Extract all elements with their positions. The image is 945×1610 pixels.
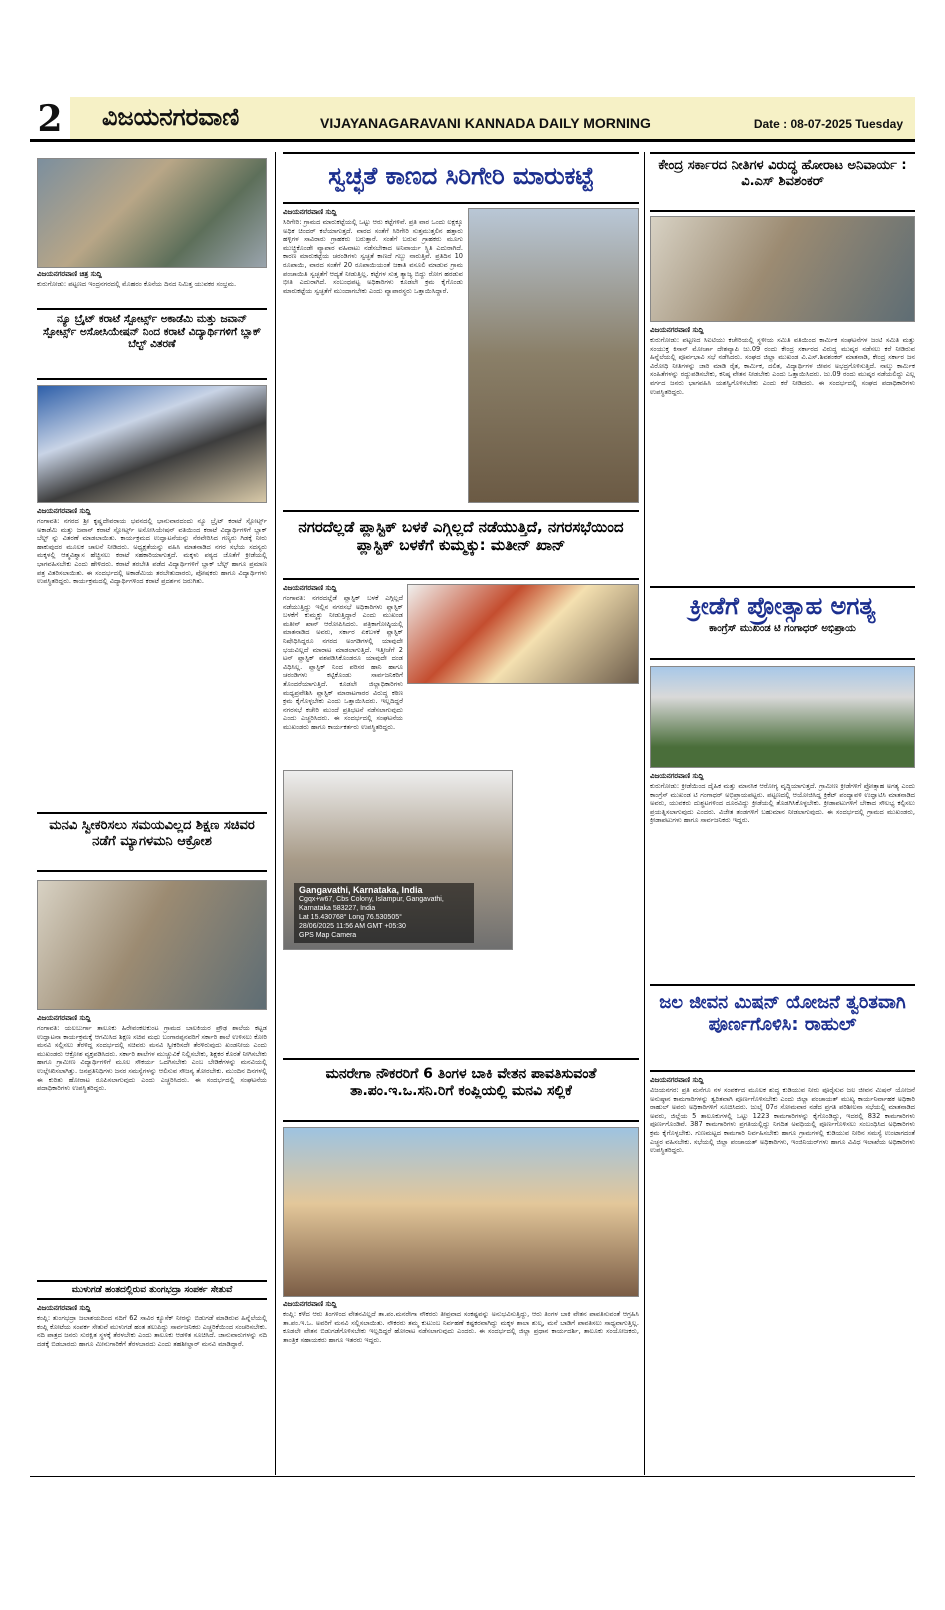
minister-byline: ವಿಜಯನಗರವಾಣಿ ಸುದ್ದಿ bbox=[37, 1014, 91, 1022]
plastic-body-continued bbox=[518, 688, 639, 1053]
jal-headline: ಜಲ ಜೀವನ ಮಿಷನ್ ಯೋಜನೆ ತ್ವರಿತವಾಗಿ ಪೂರ್ಣಗೊಳಿಸಿ: ರಾಹುಲ್ bbox=[659, 992, 906, 1035]
plastic-seizure-photo bbox=[283, 770, 513, 950]
minister-headline-box bbox=[37, 812, 267, 872]
column-rule bbox=[644, 152, 645, 1475]
photo-credit: ವಿಜಯನಗರವಾಣಿ ಚಿತ್ರ ಸುದ್ದಿ bbox=[37, 270, 102, 278]
bridge-headline-box bbox=[37, 1280, 267, 1300]
market-byline: ವಿಜಯನಗರವಾಣಿ ಸುದ್ದಿ bbox=[283, 208, 337, 216]
mgnrega-body: ಕಂಪ್ಲಿ: ಕಳೆದ ಆರು ತಿಂಗಳಿಂದ ವೇತನವಿಲ್ಲದೆ ತಾ.ಪಂ.ಮನರೇಗಾ ನೌಕರರು ತೀವ್ರವಾದ ಸಂಕಷ್ಟವನ್ನು ಅನುಭವಿಸುತ್ತಿದ್ದು, ಆರು ತಿಂಗಳ ಬಾಕಿ ವೇತನ ಪಾವತಿಸುವಂತೆ ಆಗ್ರಹಿಸಿ ತಾ.ಪಂ.ಇ.ಒ. ಅವರಿಗೆ ಮನವಿ ಸಲ್ಲಿಸಲಾಯಿತು. ನೌಕರರು ತಮ್ಮ ಕುಟುಂಬ ನಿರ್ವಹಣೆ ಕಷ್ಟಕರವಾಗಿದ್ದು ಮಕ್ಕಳ ಶಾಲಾ ಶುಲ್ಕ, ಮನೆ ಬಾಡಿಗೆ ಪಾವತಿಸಲು ಸಾಧ್ಯವಾಗುತ್ತಿಲ್ಲ. ಕೂಡಲೇ ವೇತನ ಬಿಡುಗಡೆಗೊಳಿಸಬೇಕು ಇಲ್ಲದಿದ್ದರೆ ಹೋರಾಟ ನಡೆಸಲಾಗುವುದು ಎಂದರು. ಈ ಸಂದರ್ಭದಲ್ಲಿ ಜಿಲ್ಲಾ ಪ್ರಧಾನ ಕಾರ್ಯದರ್ಶಿ, ತಾಲೂಕು ಸಂಯೋಜಕರು, ತಾಂತ್ರಿಕ ಸಹಾಯಕರು ಹಾಗೂ ಇತರರು ಇದ್ದರು. bbox=[283, 1310, 639, 1344]
minister-body: ಗಂಗಾವತಿ: ಯಲಬುರ್ಗಾ ತಾಲೂಕು ಹಿರೇವಂಕಲಕುಂಟ ಗ್ರಾಮದ ಬಾಲಕಿಯರ ಪ್ರೌಢ ಶಾಲೆಯ ಕಟ್ಟಡ ಉದ್ಘಾಟನಾ ಕಾರ್ಯಕ್ರಮಕ್ಕೆ ಆಗಮಿಸಿದ ಶಿಕ್ಷಣ ಸಚಿವ ಮಧು ಬಂಗಾರಪ್ಪನವರಿಗೆ ಸರ್ಕಾರಿ ಶಾಲೆ ಉಳಿಸಲು ಕೋರಿ ಮನವಿ ಸಲ್ಲಿಸಲು ತೆರಳಿದ್ದ ಸಂದರ್ಭದಲ್ಲಿ ಸಚಿವರು ಮನವಿ ಸ್ವೀಕರಿಸದೇ ತೆರಳಿರುವುದು ಖಂಡನೀಯ ಎಂದು ಮುಖಂಡರು ಆಕ್ರೋಶ ವ್ಯಕ್ತಪಡಿಸಿದರು. ಸರ್ಕಾರಿ ಶಾಲೆಗಳ ಮುಚ್ಚುವಿಕೆ ನಿಲ್ಲಿಸಬೇಕು, ಶಿಕ್ಷಕರ ಕೊರತೆ ನೀಗಿಸಬೇಕು ಹಾಗೂ ಗ್ರಾಮೀಣ ವಿದ್ಯಾರ್ಥಿಗಳಿಗೆ ಮೂಲ ಸೌಕರ್ಯ ಒದಗಿಸಬೇಕು ಎಂಬ ಬೇಡಿಕೆಗಳನ್ನು ಮನವಿಯಲ್ಲಿ ಉಲ್ಲೇಖಿಸಲಾಗಿತ್ತು. ಜನಪ್ರತಿನಿಧಿಗಳು ಜನರ ಸಮಸ್ಯೆಗಳನ್ನು ಆಲಿಸುವ ಸೌಜನ್ಯ ತೋರಬೇಕು. ಮುಂದಿನ ದಿನಗಳಲ್ಲಿ ಈ ಕುರಿತು ಹೋರಾಟ ರೂಪಿಸಲಾಗುವುದು ಎಂದು ಎಚ್ಚರಿಸಿದರು. ಈ ಸಂದರ್ಭದಲ್ಲಿ ಸಂಘಟನೆಯ ಪದಾಧಿಕಾರಿಗಳು ಉಪಸ್ಥಿತರಿದ್ದರು. bbox=[37, 1024, 267, 1093]
plastic-byline: ವಿಜಯನಗರವಾಣಿ ಸುದ್ದಿ bbox=[283, 584, 337, 592]
minister-headline: ಮನವಿ ಸ್ವೀಕರಿಸಲು ಸಮಯವಿಲ್ಲದ ಶಿಕ್ಷಣ ಸಚಿವರ ನಡೆಗೆ ಮ್ಯಾಗಳಮನಿ ಆಕ್ರೋಶ bbox=[49, 818, 255, 849]
bridge-body: ಕಂಪ್ಲಿ: ತುಂಗಭದ್ರಾ ಜಲಾಶಯದಿಂದ ನದಿಗೆ 62 ಸಾವಿರ ಕ್ಯೂಸೆಕ್ ನೀರನ್ನು ಬಿಡುಗಡೆ ಮಾಡಿರುವ ಹಿನ್ನೆಲೆಯಲ್ಲಿ ಕಂಪ್ಲಿ ಕೋಟೆಯ ಸಂಪರ್ಕ ಸೇತುವೆ ಮುಳುಗಡೆ ಹಂತ ತಲುಪಿದ್ದು ಸಾರ್ವಜನಿಕರು ಎಚ್ಚರಿಕೆಯಿಂದ ಸಂಚರಿಸಬೇಕು. ನದಿ ಪಾತ್ರದ ಜನರು ಸುರಕ್ಷಿತ ಸ್ಥಳಕ್ಕೆ ತೆರಳಬೇಕು ಎಂದು ತಾಲೂಕು ಆಡಳಿತ ಸೂಚಿಸಿದೆ. ಜಾನುವಾರುಗಳನ್ನು ನದಿ ದಡಕ್ಕೆ ಬಿಡಬಾರದು ಹಾಗೂ ಮೀನುಗಾರಿಕೆಗೆ ತೆರಳಬಾರದು ಎಂದು ತಹಶೀಲ್ದಾರ್ ಮನವಿ ಮಾಡಿದ್ದಾರೆ. bbox=[37, 1314, 267, 1348]
newspaper-name-kannada: ವಿಜಯನಗರವಾಣಿ bbox=[102, 103, 240, 131]
plastic-headline-box bbox=[283, 510, 639, 580]
muharram-photo bbox=[37, 158, 267, 268]
protest-headline-box bbox=[650, 152, 915, 212]
market-headline: ಸ್ವಚ್ಛತೆ ಕಾಣದ ಸಿರಿಗೇರಿ ಮಾರುಕಟ್ಟೆ bbox=[328, 162, 594, 190]
plastic-headline: ನಗರದೆಲ್ಲಡೆ ಪ್ಲಾಸ್ಟಿಕ್ ಬಳಕೆ ಎಗ್ಗಿಲ್ಲದೆ ನಡೆಯುತ್ತಿದೆ, ನಗರಸಭೆಯಿಂದ ಪ್ಲಾಸ್ಟಿಕ್ ಬಳಕೆಗೆ ಕುಮ್ಮಕ್ಕು: ಮತೀನ್ ಖಾನ್ bbox=[298, 518, 624, 554]
jal-headline-box bbox=[650, 984, 915, 1072]
market-headline-box bbox=[283, 152, 639, 204]
jal-body: ವಿಜಯನಗರ: ಪ್ರತಿ ಮನೆಗೂ ನಳ ಸಂಪರ್ಕದ ಮೂಲಕ ಶುದ್ಧ ಕುಡಿಯುವ ನೀರು ಪೂರೈಸುವ ಜಲ ಜೀವನ ಮಿಷನ್ ಯೋಜನೆ ಅನುಷ್ಠಾನ ಕಾಮಗಾರಿಗಳನ್ನು ತ್ವರಿತವಾಗಿ ಪೂರ್ಣಗೊಳಿಸಬೇಕು ಎಂದು ಜಿಲ್ಲಾ ಪಂಚಾಯತ್ ಮುಖ್ಯ ಕಾರ್ಯನಿರ್ವಾಹಕ ಅಧಿಕಾರಿ ರಾಹುಲ್ ಅವರು ಅಧಿಕಾರಿಗಳಿಗೆ ಸೂಚಿಸಿದರು. ಜುಲೈ 07ರ ಸೋಮವಾರ ನಡೆದ ಪ್ರಗತಿ ಪರಿಶೀಲನಾ ಸಭೆಯಲ್ಲಿ ಮಾತನಾಡಿದ ಅವರು, ಜಿಲ್ಲೆಯ 5 ತಾಲೂಕುಗಳಲ್ಲಿ ಒಟ್ಟು 1223 ಕಾಮಗಾರಿಗಳನ್ನು ಕೈಗೊಂಡಿದ್ದು, ಇದರಲ್ಲಿ 832 ಕಾಮಗಾರಿಗಳು ಪೂರ್ಣಗೊಂಡಿವೆ. 387 ಕಾಮಗಾರಿಗಳು ಪ್ರಗತಿಯಲ್ಲಿದ್ದು ನಿಗದಿತ ಅವಧಿಯಲ್ಲಿ ಪೂರ್ಣಗೊಳಿಸಲು ಸಂಬಂಧಿಸಿದ ಅಧಿಕಾರಿಗಳು ಕ್ರಮ ಕೈಗೊಳ್ಳಬೇಕು. ಗುಣಮಟ್ಟದ ಕಾಮಗಾರಿ ನಿರ್ವಹಿಸಬೇಕು ಹಾಗೂ ಗ್ರಾಮಗಳಲ್ಲಿ ಕುಡಿಯುವ ನೀರಿನ ಸಮಸ್ಯೆ ಉಂಟಾಗದಂತೆ ಎಚ್ಚರ ವಹಿಸಬೇಕು. ಸಭೆಯಲ್ಲಿ ಜಿಲ್ಲಾ ಪಂಚಾಯತ್ ಅಧಿಕಾರಿಗಳು, ಇಂಜಿನಿಯರ್‌ಗಳು ಹಾಗೂ ವಿವಿಧ ಇಲಾಖೆಯ ಅಧಿಕಾರಿಗಳು ಉಪಸ್ಥಿತರಿದ್ದರು. bbox=[650, 1086, 915, 1155]
issue-date: Date : 08-07-2025 Tuesday bbox=[753, 117, 903, 131]
mgnrega-byline: ವಿಜಯನಗರವಾಣಿ ಸುದ್ದಿ bbox=[283, 1300, 337, 1308]
protest-byline: ವಿಜಯನಗರವಾಣಿ ಸುದ್ದಿ bbox=[650, 326, 704, 334]
bridge-headline: ಮುಳುಗಡೆ ಹಂತದಲ್ಲಿರುವ ತುಂಗಭದ್ರಾ ಸಂಪರ್ಕ ಸೇತುವೆ bbox=[71, 1285, 233, 1295]
masthead bbox=[30, 97, 915, 142]
gps-address: Cgqx+w67, Cbs Colony, Islampur, Gangavathi, Karnataka 583227, India bbox=[299, 896, 444, 912]
sports-subhead: ಕಾಂಗ್ರೆಸ್ ಮುಖಂಡ ಟಿ ಗಂಗಾಧರ್ ಅಭಿಪ್ರಾಯ bbox=[709, 622, 856, 634]
market-body: ಸಿರಿಗೇರಿ: ಗ್ರಾಮದ ಮಾರುಕಟ್ಟೆಯಲ್ಲಿ ಒಟ್ಟು ಆರು ಕಟ್ಟೆಗಳಿವೆ. ಪ್ರತಿ ವಾರ ಒಂದು ಲಕ್ಷಕ್ಕೂ ಅಧಿಕ ಚಿಂದರ್ ಕಲೆಯಾಗುತ್ತದೆ. ವಾರದ ಸಂತೆಗೆ ಸಿರಿಗೇರಿ ಸುತ್ತಮುತ್ತಲಿನ ಹತ್ತಾರು ಹಳ್ಳಿಗಳ ಸಾವಿರಾರು ಗ್ರಾಹಕರು ಬರುತ್ತಾರೆ. ಸಂತೆಗೆ ಬರುವ ಗ್ರಾಹಕರು ಮೂಗು ಮುಚ್ಚಿಕೊಂಡೇ ವ್ಯಾಪಾರ ವಹಿವಾಟು ನಡೆಸಬೇಕಾದ ಅನಿವಾರ್ಯ ಸ್ಥಿತಿ ಎದುರಾಗಿದೆ. ಕಾರಣ ಮಾರುಕಟ್ಟೆಯ ಚರಂಡಿಗಳು ಸ್ವಚ್ಛತೆ ಕಾಣದೆ ಗಬ್ಬು ನಾರುತ್ತಿವೆ. ಪ್ರತಿದಿನ 10 ರೂಪಾಯಿ, ವಾರದ ಸಂತೆಗೆ 20 ರೂಪಾಯಿಯಂತೆ ಜಕಾತಿ ವಸೂಲಿ ಮಾಡುವ ಗ್ರಾಮ ಪಂಚಾಯಿತಿ ಸ್ವಚ್ಛತೆಗೆ ಆದ್ಯತೆ ನೀಡುತ್ತಿಲ್ಲ. ಕಟ್ಟೆಗಳ ಸುತ್ತ ತ್ಯಾಜ್ಯ ಬಿದ್ದು ರೋಗ ಹರಡುವ ಭೀತಿ ಎದುರಾಗಿದೆ. ಸಂಬಂಧಪಟ್ಟ ಅಧಿಕಾರಿಗಳು ಕೂಡಲೇ ಕ್ರಮ ಕೈಗೊಂಡು ಮಾರುಕಟ್ಟೆಯ ಸ್ವಚ್ಛತೆಗೆ ಮುಂದಾಗಬೇಕು ಎಂದು ವ್ಯಾಪಾರಸ್ಥರು ಒತ್ತಾಯಿಸಿದ್ದಾರೆ. bbox=[283, 218, 463, 295]
sports-headline-box bbox=[650, 586, 915, 660]
gps-timestamp: 28/06/2025 11:56 AM GMT +05:30 bbox=[299, 923, 406, 930]
market-drain-photo bbox=[468, 208, 639, 503]
protest-headline: ಕೇಂದ್ರ ಸರ್ಕಾರದ ನೀತಿಗಳ ವಿರುದ್ಧ ಹೋರಾಟ ಅನಿವಾರ್ಯ : ವಿ.ಎಸ್ ಶಿವಶಂಕರ್ bbox=[658, 158, 907, 189]
column-rule bbox=[275, 152, 276, 1475]
karate-body: ಗಂಗಾವತಿ: ನಗರದ ಶ್ರೀ ಕೃಷ್ಣದೇವರಾಯ ಭವನದಲ್ಲಿ ಭಾನುವಾರದಂದು ನ್ಯೂ ಬ್ರೈಟ್ ಕರಾಟೆ ಸ್ಪೋರ್ಟ್ಸ್ ಅಕಾಡೆಮಿ ಮತ್ತು ಜವಾನ್ ಕರಾಟೆ ಸ್ಪೋರ್ಟ್ಸ್ ಅಸೋಸಿಯೇಷನ್ ವತಿಯಿಂದ ಕರಾಟೆ ವಿದ್ಯಾರ್ಥಿಗಳಿಗೆ ಬ್ಲಾಕ್ ಬೆಲ್ಟ್ ನ್ನು ವಿತರಣೆ ಮಾಡಲಾಯಿತು. ಕಾರ್ಯಕ್ರಮದ ಉದ್ಘಾಟನೆಯನ್ನು ನೆರವೇರಿಸಿದ ಗಣ್ಯರು ಗಿಡಕ್ಕೆ ನೀರು ಹಾಕುವುದರ ಮೂಲಕ ಚಾಲನೆ ನೀಡಿದರು. ಅಧ್ಯಕ್ಷತೆಯನ್ನು ವಹಿಸಿ ಮಾತನಾಡಿದ ನಗರ ಸಭೆಯ ಸದಸ್ಯರು ಮಕ್ಕಳಲ್ಲಿ ಆತ್ಮವಿಶ್ವಾಸ ಹೆಚ್ಚಿಸಲು ಕರಾಟೆ ಸಹಕಾರಿಯಾಗುತ್ತದೆ. ಮಕ್ಕಳು ಪಠ್ಯದ ಜೊತೆಗೆ ಕ್ರೀಡೆಯಲ್ಲಿ ಭಾಗವಹಿಸಬೇಕು ಎಂದು ಹೇಳಿದರು. ಕರಾಟೆ ತರಬೇತಿ ಪಡೆದ ವಿದ್ಯಾರ್ಥಿಗಳಿಗೆ ಬ್ಲಾಕ್ ಬೆಲ್ಟ್ ಹಾಗೂ ಪ್ರಮಾಣ ಪತ್ರ ವಿತರಿಸಲಾಯಿತು. ಈ ಸಂದರ್ಭದಲ್ಲಿ ಅಕಾಡೆಮಿಯ ತರಬೇತುದಾರರು, ಪೋಷಕರು ಹಾಗೂ ವಿದ್ಯಾರ್ಥಿಗಳು ಉಪಸ್ಥಿತರಿದ್ದರು. ಕಾರ್ಯಕ್ರಮದಲ್ಲಿ ವಿದ್ಯಾರ್ಥಿಗಳಿಂದ ಕರಾಟೆ ಪ್ರದರ್ಶನ ಜರುಗಿತು. bbox=[37, 517, 267, 586]
sports-headline: ಕ್ರೀಡೆಗೆ ಪ್ರೋತ್ಸಾಹ ಅಗತ್ಯ bbox=[689, 592, 876, 620]
newspaper-name-english: VIJAYANAGARAVANI KANNADA DAILY MORNING bbox=[320, 115, 651, 131]
bridge-byline: ವಿಜಯನಗರವಾಣಿ ಸುದ್ದಿ bbox=[37, 1304, 91, 1312]
minister-photo bbox=[37, 880, 267, 1010]
gps-location: Gangavathi, Karnataka, India bbox=[299, 885, 423, 895]
gps-overlay bbox=[294, 883, 474, 943]
mgnrega-headline-box bbox=[283, 1058, 639, 1122]
plastic-body-lower bbox=[283, 955, 513, 1053]
plastic-body: ಗಂಗಾವತಿ: ನಗರದಲ್ಲೆಡೆ ಪ್ಲಾಸ್ಟಿಕ್ ಬಳಕೆ ಎಗ್ಗಿಲ್ಲದೆ ನಡೆಯುತ್ತಿದ್ದು ಇಲ್ಲಿನ ನಗರಸಭೆ ಅಧಿಕಾರಿಗಳು ಪ್ಲಾಸ್ಟಿಕ್ ಬಳಕೆಗೆ ಕುಮ್ಮಕ್ಕು ನೀಡುತ್ತಿದ್ದಾರೆ ಎಂದು ಮುಖಂಡ ಮತೀನ್ ಖಾನ್ ಆರೋಪಿಸಿದರು. ಪತ್ರಿಕಾಗೋಷ್ಠಿಯಲ್ಲಿ ಮಾತನಾಡಿದ ಅವರು, ಸರ್ಕಾರ ಏಕಬಳಕೆ ಪ್ಲಾಸ್ಟಿಕ್ ನಿಷೇಧಿಸಿದ್ದರೂ ನಗರದ ಅಂಗಡಿಗಳಲ್ಲಿ ಯಾವುದೇ ಭಯವಿಲ್ಲದೆ ಮಾರಾಟ ಮಾಡಲಾಗುತ್ತಿದೆ. ಇತ್ತೀಚೆಗೆ 2 ಟನ್ ಪ್ಲಾಸ್ಟಿಕ್ ವಶಪಡಿಸಿಕೊಂಡರೂ ಯಾವುದೇ ದಂಡ ವಿಧಿಸಿಲ್ಲ. ಪ್ಲಾಸ್ಟಿಕ್ ನಿಂದ ಪರಿಸರ ಹಾನಿ ಹಾಗೂ ಚರಂಡಿಗಳು ಕಟ್ಟಿಕೊಂಡು ಸಾರ್ವಜನಿಕರಿಗೆ ತೊಂದರೆಯಾಗುತ್ತಿದೆ. ಕೂಡಲೇ ಜಿಲ್ಲಾಧಿಕಾರಿಗಳು ಮಧ್ಯಪ್ರವೇಶಿಸಿ ಪ್ಲಾಸ್ಟಿಕ್ ಮಾರಾಟಗಾರರ ವಿರುದ್ಧ ಕಠಿಣ ಕ್ರಮ ಕೈಗೊಳ್ಳಬೇಕು ಎಂದು ಒತ್ತಾಯಿಸಿದರು. ಇಲ್ಲದಿದ್ದರೆ ನಗರಸಭೆ ಕಚೇರಿ ಮುಂದೆ ಪ್ರತಿಭಟನೆ ನಡೆಸಲಾಗುವುದು ಎಂದು ಎಚ್ಚರಿಸಿದರು. ಈ ಸಂದರ್ಭದಲ್ಲಿ ಸಂಘಟನೆಯ ಮುಖಂಡರು ಹಾಗೂ ಕಾರ್ಯಕರ್ತರು ಉಪಸ್ಥಿತರಿದ್ದರು. bbox=[283, 594, 403, 731]
sports-body: ಕುರುಗೋಡು: ಕ್ರೀಡೆಯಿಂದ ದೈಹಿಕ ಮತ್ತು ಮಾನಸಿಕ ಆರೋಗ್ಯ ವೃದ್ಧಿಯಾಗುತ್ತದೆ. ಗ್ರಾಮೀಣ ಕ್ರೀಡೆಗಳಿಗೆ ಪ್ರೋತ್ಸಾಹ ಅಗತ್ಯ ಎಂದು ಕಾಂಗ್ರೆಸ್ ಮುಖಂಡ ಟಿ ಗಂಗಾಧರ್ ಅಭಿಪ್ರಾಯಪಟ್ಟರು. ಪಟ್ಟಣದಲ್ಲಿ ಆಯೋಜಿಸಿದ್ದ ಕ್ರಿಕೆಟ್ ಪಂದ್ಯಾವಳಿ ಉದ್ಘಾಟಿಸಿ ಮಾತನಾಡಿದ ಅವರು, ಯುವಕರು ದುಶ್ಚಟಗಳಿಂದ ದೂರವಿದ್ದು ಕ್ರೀಡೆಯಲ್ಲಿ ತೊಡಗಿಸಿಕೊಳ್ಳಬೇಕು. ಕ್ರೀಡಾಪಟುಗಳಿಗೆ ಬೇಕಾದ ಸೌಲಭ್ಯ ಕಲ್ಪಿಸಲು ಪ್ರಯತ್ನಿಸಲಾಗುವುದು ಎಂದರು. ವಿಜೇತ ತಂಡಗಳಿಗೆ ಬಹುಮಾನ ನೀಡಲಾಗುವುದು. ಈ ಸಂದರ್ಭದಲ್ಲಿ ಗ್ರಾಮದ ಮುಖಂಡರು, ಕ್ರೀಡಾಪಟುಗಳು ಹಾಗೂ ಸಾರ್ವಜನಿಕರು ಇದ್ದರು. bbox=[650, 782, 915, 825]
press-meet-photo bbox=[407, 584, 639, 684]
page-number: 2 bbox=[30, 97, 70, 142]
karate-photo bbox=[37, 385, 267, 503]
mgnrega-headline: ಮನರೇಗಾ ನೌಕರರಿಗೆ 6 ತಿಂಗಳ ಬಾಕಿ ವೇತನ ಪಾವತಿಸುವಂತೆ ತಾ.ಪಂ.ಇ.ಒ.ಸನಿ.ರಿಗೆ ಕಂಪ್ಲಿಯಲ್ಲಿ ಮನವಿ ಸಲ್ಲಿಕೆ bbox=[325, 1066, 597, 1099]
mgnrega-photo bbox=[283, 1127, 639, 1297]
karate-headline-box bbox=[37, 308, 267, 380]
gps-coords: Lat 15.430768° Long 76.530505° bbox=[299, 914, 402, 921]
sports-byline: ವಿಜಯನಗರವಾಣಿ ಸುದ್ದಿ bbox=[650, 772, 704, 780]
protest-meeting-photo bbox=[650, 216, 915, 322]
gps-app-label: GPS Map Camera bbox=[299, 932, 357, 939]
jal-byline: ವಿಜಯನಗರವಾಣಿ ಸುದ್ದಿ bbox=[650, 1076, 704, 1084]
karate-byline: ವಿಜಯನಗರವಾಣಿ ಸುದ್ದಿ bbox=[37, 507, 91, 515]
photo-caption: ಕುರುಗೋಡು: ಪಟ್ಟಣದ ಇಂದ್ರನಗರದಲ್ಲಿ ಮೊಹರಂ ಕೊನೆಯ ದಿನದ ನಿಮಿತ್ತ ಯುವಕರ ಸಂಭ್ರಮ. bbox=[37, 280, 237, 288]
cricket-team-photo bbox=[650, 666, 915, 768]
karate-headline: ನ್ಯೂ ಬ್ರೈಟ್ ಕರಾಟೆ ಸ್ಪೋರ್ಟ್ಸ್ ಅಕಾಡೆಮಿ ಮತ್ತು ಜವಾನ್ ಸ್ಪೋರ್ಟ್ಸ್ ಅಸೋಸಿಯೇಷನ್ ನಿಂದ ಕರಾಟೆ ವಿದ್ಯಾರ್ಥಿಗಳಿಗೆ ಬ್ಲಾಕ್ ಬೆಲ್ಟ್ ವಿತರಣೆ bbox=[42, 313, 262, 351]
page-bottom-rule bbox=[30, 1476, 915, 1477]
protest-body: ಕುರುಗೋಡು: ಪಟ್ಟಣದ ಸಿಐಟಿಯು ಕಚೇರಿಯಲ್ಲಿ ಸ್ಥಳೀಯ ಸಮಿತಿ ವತಿಯಿಂದ ಕಾರ್ಮಿಕ ಸಂಘಟನೆಗಳ ಜಂಟಿ ಸಮಿತಿ ಮತ್ತು ಸಂಯುಕ್ತ ಕಿಸಾನ್ ಮೋರ್ಚಾ ದೇಶವ್ಯಾಪಿ ಜು.09 ರಂದು ಕೇಂದ್ರ ಸರ್ಕಾರದ ವಿರುದ್ಧ ಮುಷ್ಕರ ನಡೆಸಲು ಕರೆ ನೀಡಿರುವ ಹಿನ್ನೆಲೆಯಲ್ಲಿ ಪೂರ್ವಭಾವಿ ಸಭೆ ನಡೆಸಿದರು. ಸಂಘದ ಜಿಲ್ಲಾ ಮುಖಂಡ ವಿ.ಎಸ್.ಶಿವಶಂಕರ್ ಮಾತನಾಡಿ, ಕೇಂದ್ರ ಸರ್ಕಾರ ಜನ ವಿರೋಧಿ ನೀತಿಗಳನ್ನು ಜಾರಿ ಮಾಡಿ ರೈತ, ಕಾರ್ಮಿಕ, ದಲಿತ, ವಿದ್ಯಾರ್ಥಿಗಳ ಜೀವನ ಅಭದ್ರಗೊಳಿಸುತ್ತಿದೆ. ನಾಲ್ಕು ಕಾರ್ಮಿಕ ಸಂಹಿತೆಗಳನ್ನು ರದ್ದುಪಡಿಸಬೇಕು, ಕನಿಷ್ಠ ವೇತನ ನೀಡಬೇಕು ಎಂದು ಒತ್ತಾಯಿಸಿದರು. ಜು.09 ರಂದು ಮುಷ್ಕರ ನಡೆಯಲಿದ್ದು ಎಲ್ಲ ವರ್ಗದ ಜನರು ಭಾಗವಹಿಸಿ ಯಶಸ್ವಿಗೊಳಿಸಬೇಕು ಎಂದು ಕರೆ ನೀಡಿದರು. ಈ ಸಂದರ್ಭದಲ್ಲಿ ಸಂಘದ ಪದಾಧಿಕಾರಿಗಳು ಉಪಸ್ಥಿತರಿದ್ದರು. bbox=[650, 336, 915, 396]
